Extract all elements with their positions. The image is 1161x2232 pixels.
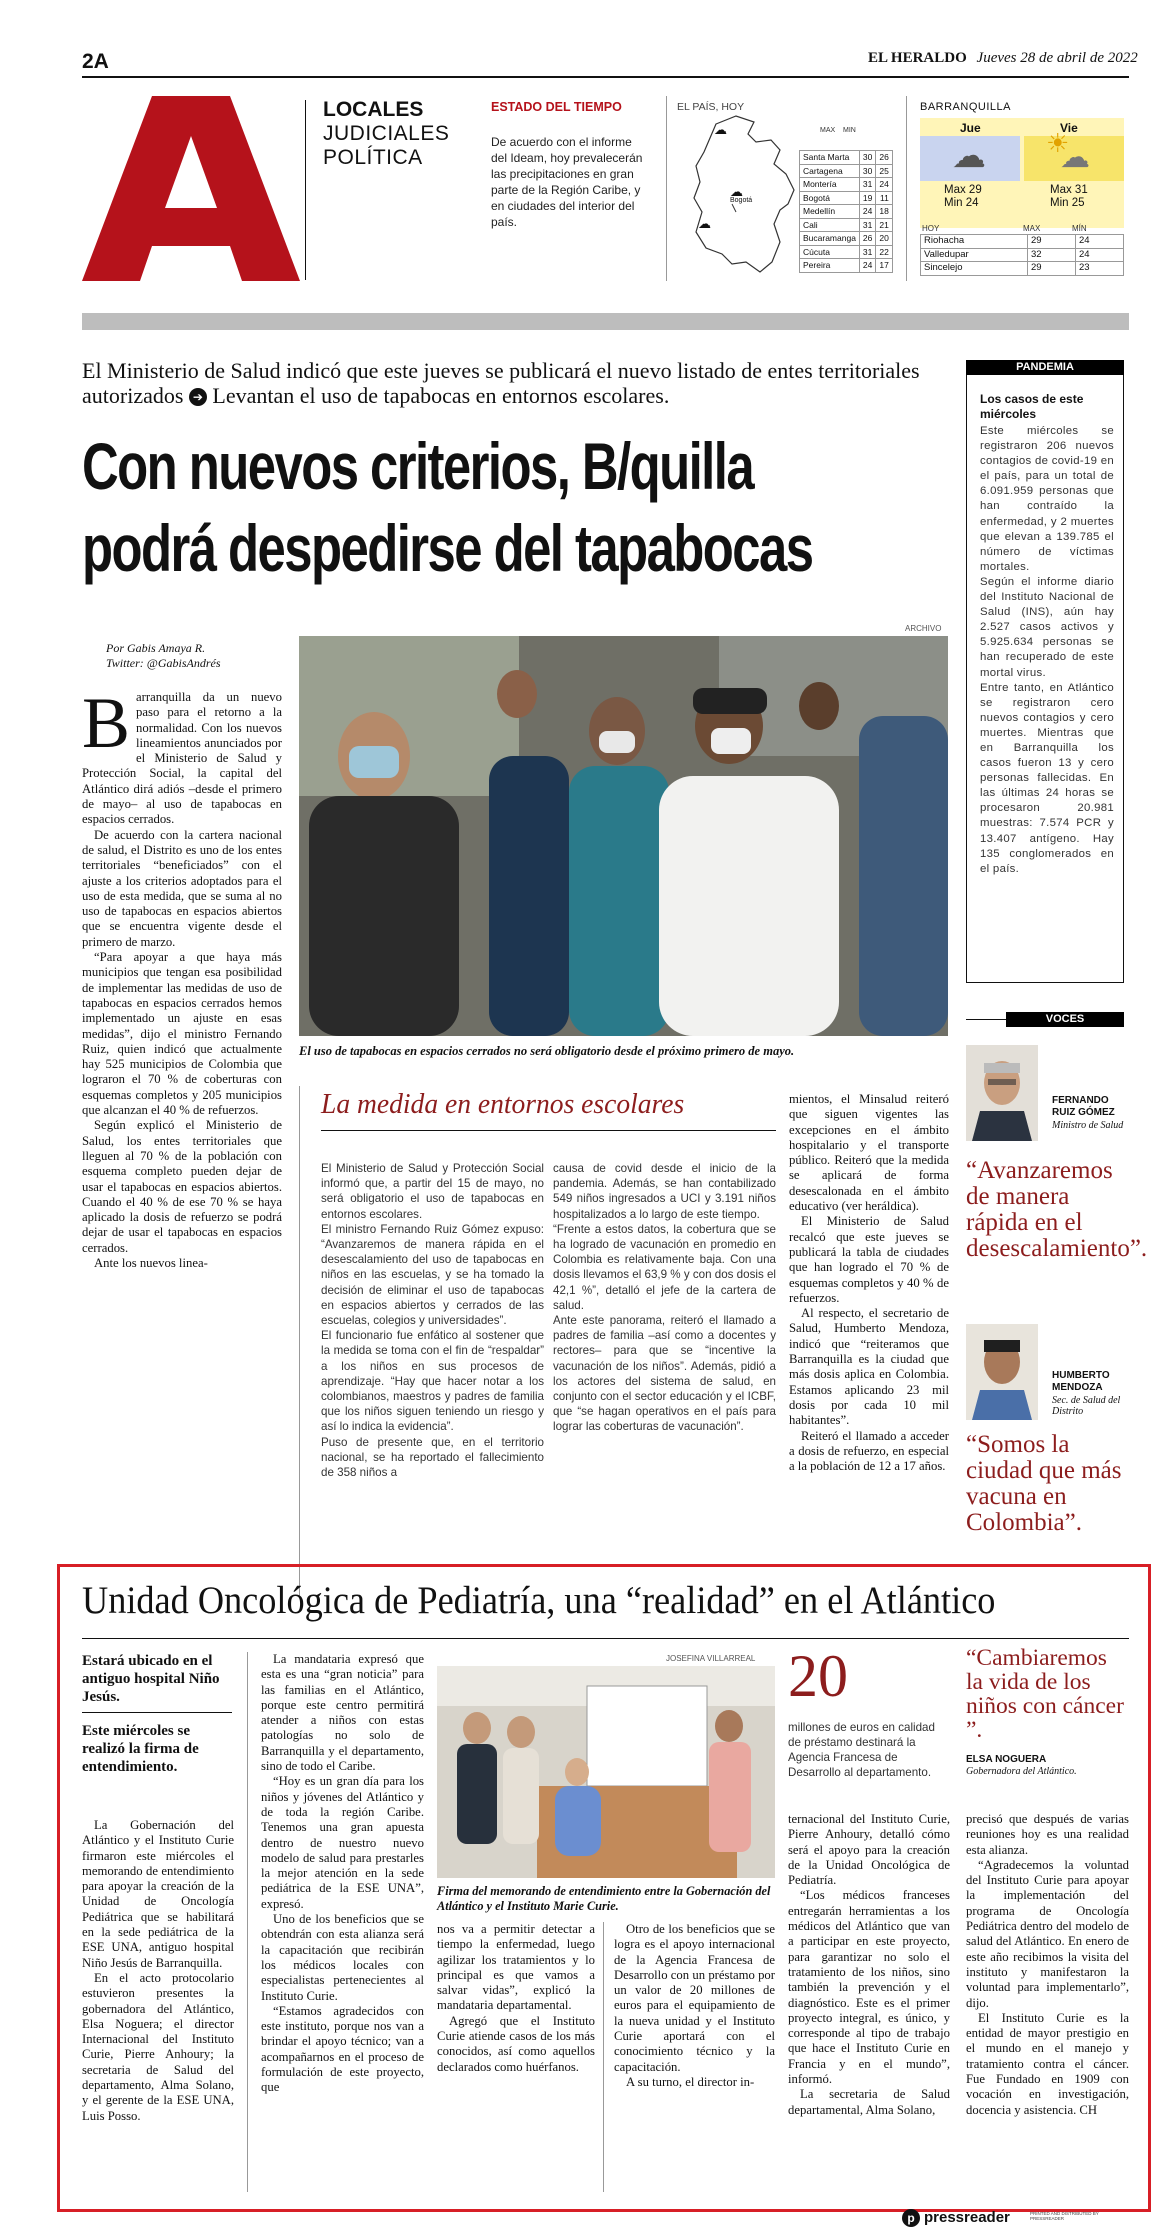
weather-text: De acuerdo con el informe del Ideam, hoy prevalecerán las precipitaciones en gran parte de la Región Caribe, y en ciudades del interior del país.	[491, 135, 643, 229]
voice-quote: “Somos la ciudad que más vacuna en Colombia”.	[966, 1431, 1122, 1536]
city-weather-row	[800, 191, 893, 205]
city-min: 26	[876, 151, 892, 165]
second-paragraph: En el acto protocolario estuvieron presentes la gobernadora del Atlántico, Elsa Noguera; el director Internacional del Instituto Curie, Pierre Anhoury; la secretaria de Salud del departamento, Alma Solano, y el gerente de la ESE UNA, Luis Posso.	[82, 1970, 234, 2123]
voice-quote: “Avanzaremos de manera rápida en el desescalamiento”.	[966, 1157, 1148, 1262]
hoy-min: 23	[1076, 262, 1124, 276]
sub-paragraph: El Ministerio de Salud y Protección Social informó que, a partir del 15 de mayo, no será obligatorio el uso de tapabocas en entornos escolares.	[321, 1162, 544, 1221]
map-city-label: Bogotá	[730, 197, 753, 204]
sub-paragraph: El funcionario fue enfático al sostener que la medida se toma con el fin de “respaldar” a los niños en sus procesos de aprendizaje. “Hay que hacer notar a los colombianos, maestros y padres de familia que los niños siguen teniendo un riesgo y así lo indica la evidencia”.	[321, 1329, 544, 1434]
second-paragraph: La mandataria expresó que esta es una “gran noticia” para las familias en el Atlántico, porque este centro permitirá atender a niños con estas patologías no solo de Barranquilla y el departamento, sino de todo el Caribe.	[261, 1652, 424, 1774]
second-column-4	[614, 1922, 775, 2090]
city-weather-row	[800, 232, 893, 246]
city-weather-row	[800, 164, 893, 178]
main-paragraph: arranquilla da un nuevo paso para el retorno a la normalidad. Con los nuevos lineamientos anunciados por el Ministerio de Salud y Protección Social, la capital del Atlántico dirá adiós –desde el primero de mayo– al uso de tapabocas en espacios cerrados.	[82, 690, 282, 827]
second-paragraph: La Gobernación del Atlántico y el Instituto Curie firmaron este miércoles el memorando de entendimiento para apoyar la creación de la Unidad de Oncología Pediátrica que se habilitará en la sede pediátrica de la ESE UNA, antiguo hospital Niño Jesús de Barranquilla.	[82, 1818, 234, 1970]
city-max: 31	[859, 245, 875, 259]
city-weather-row	[800, 178, 893, 192]
pandemia-paragraph: Este miércoles se registraron 206 nuevos contagios de covid-19 en el país, para un total de 6.091.959 personas que han contraído la enfermedad, y 2 muertes que elevan a 139.785 el número de víctimas mortales.	[980, 425, 1114, 573]
pressreader-brand: pressreader	[924, 2209, 1010, 2226]
section-a-logo	[82, 96, 300, 281]
city-weather-row	[800, 205, 893, 219]
photo-credit: JOSEFINA VILLARREAL	[666, 1654, 756, 1663]
section-letter	[82, 96, 300, 281]
pandemia-title: Los casos de este miércoles	[980, 392, 1084, 421]
main-paragraph: “Para apoyar a que haya más municipios que tengan esa posibilidad de implementar las medidas de uso de tapabocas en espacios cerrados hemos implementado un ajuste en esas medidas”, dijo el ministro Fernando Ruiz, quien indicó que actualmente hay 525 municipios de Colombia que lograron el 70 % de coberturas con esquemas completos y 205 municipios que alcanzan el 40 % de refuerzos.	[82, 950, 282, 1118]
second-column-2	[261, 1652, 424, 2096]
arrow-icon: ➔	[189, 388, 207, 406]
photo-credit: ARCHIVO	[905, 624, 942, 633]
hoy-max-label: MAX	[1023, 224, 1041, 233]
big-number: 20	[788, 1643, 848, 1709]
pandemia-tag: PANDEMIA	[966, 360, 1124, 375]
cloud-icon: ☁	[1060, 141, 1090, 174]
signing-illustration	[437, 1666, 775, 1878]
main-paragraph: El Ministerio de Salud recalcó que este jueves se publicará la tabla de ciudades que han logrado el 70 % de esquemas completos y 40 % de refuerzos.	[789, 1214, 949, 1305]
second-lead-2: Este miércoles se realizó la firma de entendimiento.	[82, 1723, 199, 1775]
pressreader-logo[interactable]	[902, 2208, 1026, 2228]
dropcap: B	[82, 683, 131, 763]
map-label: EL PAÍS, HOY	[677, 101, 745, 113]
second-paragraph: Otro de los beneficios que se logra es el apoyo internacional de la Agencia Francesa de Desarrollo con un préstamo por un valor de 20 millones de euros para el equipamiento de la nueva unidad y el Instituto Curie aportará con el conocimiento técnico y la capacitación.	[614, 1922, 775, 2074]
cloud-icon: ☁	[730, 184, 743, 199]
sub-paragraph: Ante este panorama, reiteró el llamado a padres de familia –así como a docentes y rectores– para que se “incentive la vacunación de los niños”. Además, pidió a los actores del sistema de salud, en conjunto con el sector educación y el ICBF, que “se hagan operativos en el país para lograr las coberturas de vacunación”.	[553, 1314, 776, 1434]
voces-tag: VOCES	[1006, 1012, 1124, 1027]
portrait-humberto	[966, 1324, 1038, 1420]
hoy-max: 29	[1028, 235, 1076, 249]
main-paragraph: Según explicó el Ministerio de Salud, los entes territoriales que lleguen al 70 % de la población con esquema completo pueden dejar de usar el tapabocas en espacios abiertos. Cuando el 40 % de ese 70 % se haya aplicado la dosis de refuerzo se podrá dejar de usar el tapabocas en espacios cerrados.	[82, 1118, 282, 1255]
forecast-day-jue: Jue	[960, 121, 981, 135]
avatar	[966, 1045, 1038, 1141]
hoy-max: 29	[1028, 262, 1076, 276]
city-name: Santa Marta	[800, 151, 860, 165]
date: Jueves 28 de abril de 2022	[976, 50, 1138, 66]
city-weather-row	[800, 259, 893, 273]
second-quote: “Cambiaremos la vida de los niños con cáncer ”.	[966, 1645, 1124, 1743]
forecast-day-vie: Vie	[1060, 121, 1078, 135]
city-max: 31	[859, 178, 875, 192]
second-paragraph: A su turno, el director in-	[626, 2074, 755, 2089]
city-min: 24	[876, 178, 892, 192]
signing-photo	[437, 1666, 775, 1878]
hoy-max: 32	[1028, 248, 1076, 262]
hoy-row	[921, 262, 1124, 276]
second-column-3	[437, 1922, 595, 2075]
spacer	[265, 1064, 266, 1078]
page-number: 2A	[82, 50, 109, 73]
voice-name: HUMBERTO MENDOZA	[1052, 1370, 1110, 1393]
pandemia-paragraph: Según el informe diario del Instituto Nacional de Salud (INS), aún hay 2.527 casos activos y 5.925.634 personas se han recuperado de este mortal virus.	[980, 575, 1114, 679]
sub-headline-rule	[321, 1130, 776, 1131]
deck-link[interactable]: Levantan el uso de tapabocas en entornos escolares.	[212, 383, 670, 408]
hoy-name: Riohacha	[921, 235, 1028, 249]
main-paragraph: Reiteró el llamado a acceder a dosis de refuerzo, en especial a la población de 12 a 17 años.	[789, 1428, 949, 1474]
main-column-1	[82, 683, 282, 1271]
cloud-icon: ☁	[714, 122, 727, 137]
forecast-jue-max: Max 29	[944, 184, 982, 196]
crowd-illustration	[299, 636, 948, 1036]
city-max: 30	[859, 151, 875, 165]
byline	[106, 641, 221, 671]
column-divider	[247, 1652, 248, 2192]
voice-role: Sec. de Salud del Distrito	[1052, 1395, 1121, 1417]
city-max: 30	[859, 164, 875, 178]
section-locales: LOCALES	[323, 98, 424, 121]
sub-paragraph: El ministro Fernando Ruiz Gómez expuso: “Avanzaremos de manera rápida en el desescalamiento del uso de tapabocas en niños en las escuelas, y se ha tomado la decisión de eliminar el uso de tapabocas en espacios abiertos y cerrados de las escuelas, colegios y universidades”.	[321, 1222, 544, 1328]
lead-rule	[82, 1712, 232, 1713]
city-max: 24	[859, 259, 875, 273]
main-paragraph: Ante los nuevos linea-	[94, 1255, 208, 1270]
city-name: Cali	[800, 218, 860, 232]
hoy-table	[920, 234, 1124, 276]
second-headline: Unidad Oncológica de Pediatría, una “realidad” en el Atlántico	[82, 1579, 996, 1622]
section-divider	[305, 100, 306, 280]
second-paragraph: “Estamos agradecidos con este instituto, porque nos van a brindar el apoyo técnico; van a acompañarnos en el proceso de formulación de este proyecto, que	[261, 2003, 424, 2095]
second-paragraph: Agregó que el Instituto Curie atiende casos de los más conocidos, así como aquellos declarados como huérfanos.	[437, 2013, 595, 2074]
hoy-name: Sincelejo	[921, 262, 1028, 276]
sub-column-1	[321, 1161, 544, 1480]
city-name: Cartagena	[800, 164, 860, 178]
second-paragraph: ternacional del Instituto Curie, Pierre Anhoury, detalló cómo será el apoyo para la creación de la Unidad Oncológica de Pediatría.	[788, 1812, 950, 1888]
second-lead-1: Estará ubicado en el antiguo hospital Niño Jesús.	[82, 1653, 220, 1705]
main-paragraph: Al respecto, el secretario de Salud, Humberto Mendoza, indicó que “reiteramos que Barranquilla es la ciudad que más dosis aplica en Colombia. Estamos aplicando 23 mil dosis por cada 10 mil habitantes”.	[789, 1306, 949, 1428]
headline-line-2: podrá despedirse del tapabocas	[82, 511, 813, 585]
forecast-vie-temps	[1050, 184, 1088, 210]
city-max: 19	[859, 191, 875, 205]
city-name: Cúcuta	[800, 245, 860, 259]
city-weather-row	[800, 218, 893, 232]
byline-twitter[interactable]: Twitter: @GabisAndrés	[106, 656, 221, 670]
city-weather-row	[800, 245, 893, 259]
column-divider	[603, 1922, 604, 2192]
map-col-min: MIN	[843, 127, 856, 134]
city-name: Bogotá	[800, 191, 860, 205]
city-max: 24	[859, 205, 875, 219]
second-headline-rule	[82, 1638, 1129, 1639]
second-paragraph: “Los médicos franceses entregarán herramientas a los médicos del Atlántico que van a participar en este proyecto, para garantizar no solo el tratamiento de los niños, sino también la prevención y el diagnóstico. Este es el primer proyecto integral, es único, y corresponde al tipo de trabajo que hace el Instituto Curie en Francia y en el mundo”, informó.	[788, 1888, 950, 2087]
cloud-icon: ☁	[698, 216, 711, 231]
section-judiciales: JUDICIALES	[323, 122, 450, 145]
second-column-6	[966, 1812, 1129, 2118]
main-paragraph: De acuerdo con la cartera nacional de salud, el Distrito es uno de los entes territoriales “beneficiados” con el ajuste a los criterios adoptados para el uso de esta medida, que se suma al no uso de tapabocas en espacios abiertos que se encuentra vigente desde el primero de marzo.	[82, 827, 282, 949]
second-paragraph: precisó que después de varias reuniones hoy es una realidad esta alianza.	[966, 1812, 1129, 1857]
city-max: 26	[859, 232, 875, 246]
column-divider	[299, 1086, 300, 1598]
city-max: 31	[859, 218, 875, 232]
headline-line-1: Con nuevos criterios, B/quilla	[82, 429, 754, 503]
weather-title: ESTADO DEL TIEMPO	[491, 100, 622, 114]
city-min: 18	[876, 205, 892, 219]
city-min: 20	[876, 232, 892, 246]
city-min: 21	[876, 218, 892, 232]
second-paragraph: El Instituto Curie es la entidad de mayor prestigio en el mundo en el manejo y tratamiento contra el cáncer. Fue Fundado en 1909 con vocación en investigación, docencia y asistencia. CH	[966, 2010, 1129, 2117]
second-column-1	[82, 1818, 234, 2124]
forecast-jue-min: Min 24	[944, 197, 979, 209]
city-min: 11	[876, 191, 892, 205]
city-name: Medellín	[800, 205, 860, 219]
baq-label: BARRANQUILLA	[920, 101, 1011, 113]
pressreader-icon: p	[902, 2209, 920, 2227]
quote-author: ELSA NOGUERA	[966, 1754, 1047, 1765]
city-weather-row	[800, 151, 893, 165]
rain-cloud-icon: ☁	[952, 137, 986, 175]
pandemia-text	[980, 424, 1114, 877]
masthead-date	[868, 50, 1138, 67]
sub-paragraph: “Frente a estos datos, la cobertura que se ha logrado de vacunación en promedio en Colombia es relativamente baja. Con una dosis llevamos el 63,9 % y con dos dosis el 42,1 %”, detalló el jefe de la cartera de salud.	[553, 1222, 776, 1312]
newspaper-name: EL HERALDO	[868, 50, 967, 66]
portrait-fernando	[966, 1045, 1038, 1141]
hoy-min-label: MÍN	[1072, 224, 1087, 233]
hoy-min: 24	[1076, 235, 1124, 249]
sub-column-2	[553, 1161, 776, 1435]
city-min: 22	[876, 245, 892, 259]
map-col-max: MAX	[820, 127, 836, 134]
main-deck	[82, 358, 952, 408]
hoy-row	[921, 235, 1124, 249]
second-column-5	[788, 1812, 950, 2118]
hoy-name: Valledupar	[921, 248, 1028, 262]
deck-text: El Ministerio de Salud indicó que este jueves se publicará el nuevo listado de entes territoriales autorizados	[82, 358, 920, 408]
sub-headline: La medida en entornos escolares	[321, 1088, 685, 1120]
second-paragraph: “Hoy es un gran día para los niños y jóvenes del Atlántico y de toda la región Caribe. Tenemos una gran apuesta dentro de nuestro nuevo modelo de salud para prestarles la mejor atención en la sede pediátrica de la ESE UNA”, expresó.	[261, 1774, 424, 1911]
big-number-text: millones de euros en calidad de préstamo destinará la Agencia Francesa de Desarrollo al departamento.	[788, 1721, 935, 1779]
voces-rule	[966, 1019, 1006, 1020]
photo-caption: El uso de tapabocas en espacios cerrados no será obligatorio desde el próximo primero de mayo.	[299, 1044, 795, 1058]
section-politica: POLÍTICA	[323, 146, 423, 169]
baq-forecast	[920, 118, 1124, 228]
forecast-jue-temps	[944, 184, 982, 210]
second-paragraph: Uno de los beneficios que se obtendrán con esta alianza será la capacitación que recibirán los médicos locales con especialistas pertenecientes al Instituto Curie.	[261, 1912, 424, 2003]
main-photo	[299, 636, 948, 1036]
footer-fine-print: PRINTED AND DISTRIBUTED BY PRESSREADER	[1030, 2211, 1099, 2221]
city-name: Bucaramanga	[800, 232, 860, 246]
second-paragraph: “Agradecemos la voluntad del Instituto Curie para apoyar la implementación del programa de Oncología Pediátrica dentro del modelo de salud del Atlántico. En enero de este año recibimos la visita del instituto y manifestaron la voluntad para implementarlo”, dijo.	[966, 1857, 1129, 2010]
voice-name: FERNANDO RUIZ GÓMEZ	[1052, 1095, 1115, 1118]
pandemia-paragraph: Entre tanto, en Atlántico se registraron cero nuevos contagios y cero muertes. Mientras que en Barranquilla los casos fueron 13 y cero personas fallecidas. En las últimas 24 horas se procesaron 20.981 muestras: 7.574 PCR y 13.407 antígeno. Hay 135 conglomerados en el país.	[980, 681, 1114, 875]
gray-band	[82, 313, 1129, 330]
signing-caption: Firma del memorando de entendimiento entre la Gobernación del Atlántico y el Instituto Marie Curie.	[437, 1884, 771, 1913]
main-paragraph: mientos, el Minsalud reiteró que siguen vigentes las excepciones en el ámbito hospitalario y el transporte público. Reiteró que la medida se aplicará de forma desescalonada en el ámbito educativo (ver heráldica).	[789, 1092, 949, 1214]
main-column-3	[789, 1092, 949, 1474]
header-rule	[82, 76, 1129, 78]
city-weather-table	[799, 150, 893, 273]
sub-paragraph: Puso de presente que, en el territorio nacional, se ha reportado el fallecimiento de 358 niños a	[321, 1435, 544, 1480]
sun-icon: ☀	[1046, 128, 1070, 158]
quote-author-role: Gobernadora del Atlántico.	[966, 1766, 1077, 1777]
weather-divider	[906, 96, 907, 281]
section-list	[323, 98, 449, 170]
sub-paragraph: causa de covid desde el inicio de la pandemia. Además, se han contabilizado 549 niños ingresados a UCI y 3.191 niños hospitalizados a lo largo de este tiempo.	[553, 1162, 776, 1221]
city-name: Pereira	[800, 259, 860, 273]
hoy-label: HOY	[922, 224, 940, 233]
forecast-vie-min: Min 25	[1050, 197, 1085, 209]
forecast-vie-max: Max 31	[1050, 184, 1088, 196]
city-min: 25	[876, 164, 892, 178]
hoy-row	[921, 248, 1124, 262]
city-name: Montería	[800, 178, 860, 192]
avatar	[966, 1324, 1038, 1420]
city-min: 17	[876, 259, 892, 273]
weather-divider	[666, 96, 667, 281]
second-paragraph: La secretaria de Salud departamental, Alma Solano,	[788, 2087, 950, 2117]
byline-author: Por Gabis Amaya R.	[106, 641, 206, 655]
voice-role: Ministro de Salud	[1052, 1120, 1124, 1131]
hoy-min: 24	[1076, 248, 1124, 262]
second-paragraph: nos va a permitir detectar a tiempo la enfermedad, luego agilizar los tratamientos y lo principal es que vamos a salvar vidas”, explicó la mandataria departamental.	[437, 1922, 595, 2013]
